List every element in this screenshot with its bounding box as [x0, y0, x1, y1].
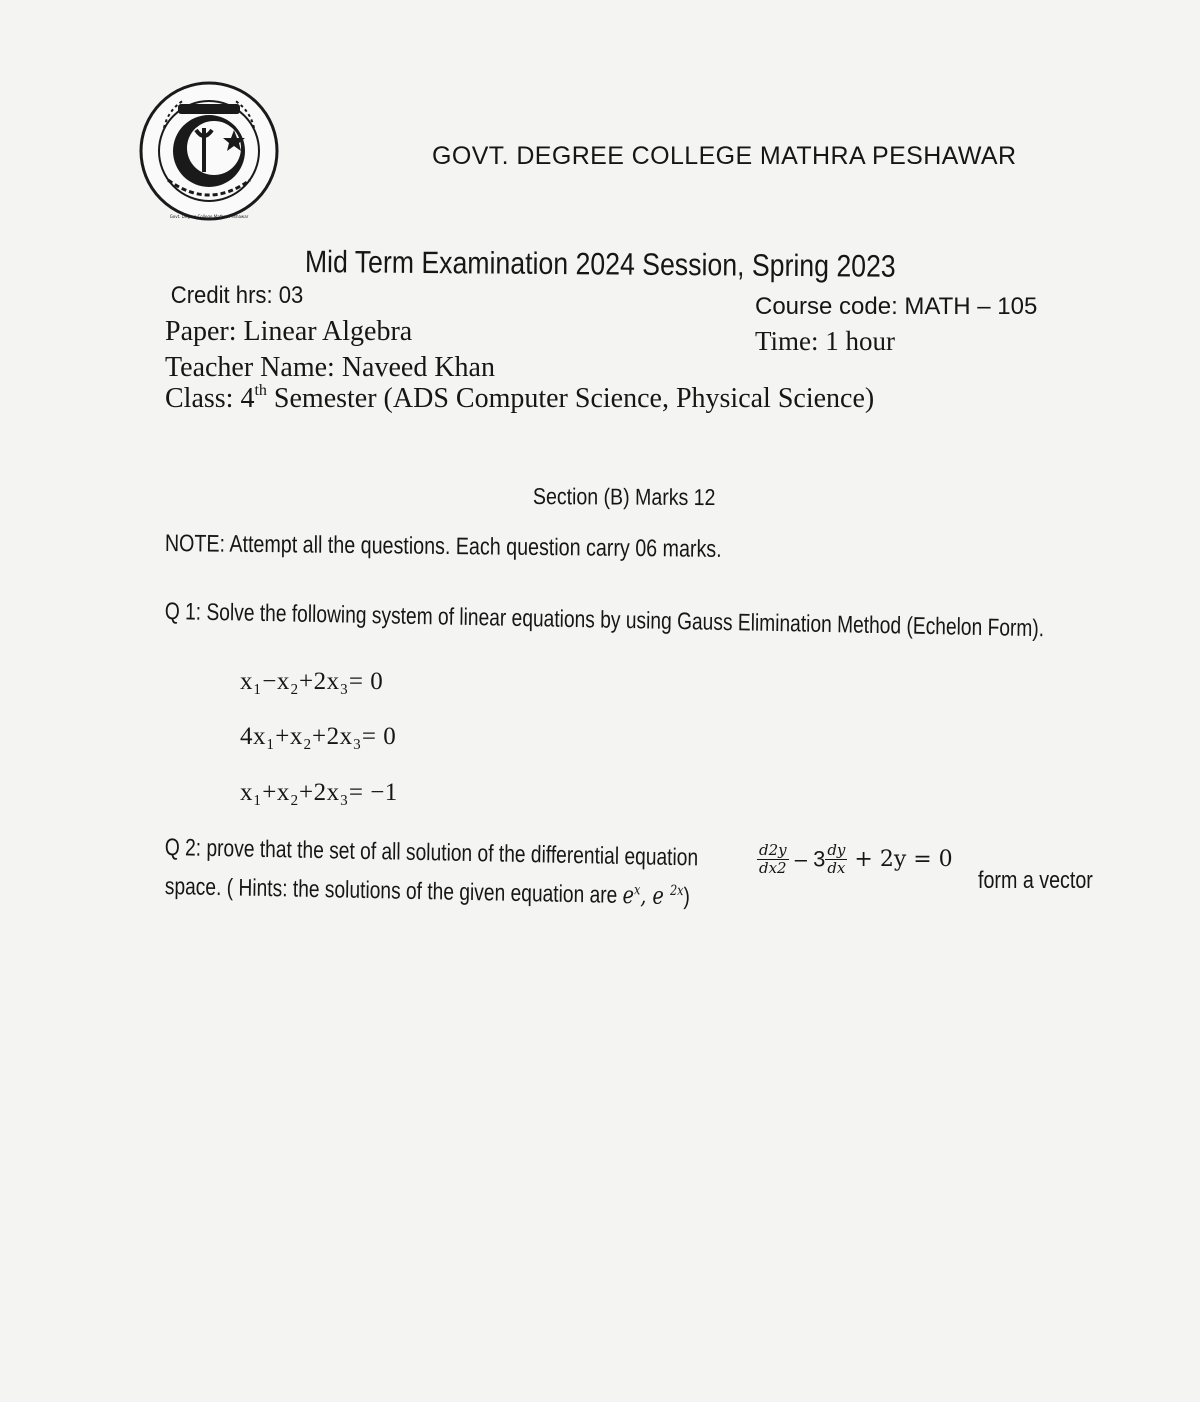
hint-exp-base: e — [622, 880, 635, 910]
first-derivative-fraction — [825, 842, 847, 877]
hint-close: ) — [683, 883, 691, 911]
fraction-denominator: dx2 — [759, 859, 787, 877]
question-1: Q 1: Solve the following system of linear equations by using Gauss Elimination Method (Echelon Form). — [164, 598, 1045, 643]
question-2-tail: form a vector — [978, 867, 1093, 894]
credit-hours: Credit hrs: 03 — [170, 282, 304, 309]
college-name: GOVT. DEGREE COLLEGE MATHRA PESHAWAR — [432, 142, 1017, 170]
equation-3: x₁+x₂+2x₃= −1 — [240, 779, 398, 806]
hint-text: space. ( Hints: the solutions of the given equation are — [164, 872, 623, 909]
exam-note: NOTE: Attempt all the questions. Each question carry 06 marks. — [164, 530, 722, 563]
second-derivative-fraction — [757, 842, 789, 877]
college-seal-icon — [138, 80, 280, 222]
equation-2: 4x₁+x₂+2x₃= 0 — [240, 723, 397, 750]
fraction-denominator: dx — [827, 859, 846, 877]
teacher-name: Teacher Name: Naveed Khan — [165, 352, 495, 383]
class-info — [165, 383, 874, 415]
coefficient-term: – 3 — [788, 846, 826, 872]
equation-rest: + 2y = 0 — [847, 847, 953, 872]
course-code: Course code: MATH – 105 — [755, 293, 1038, 320]
differential-equation — [757, 842, 953, 877]
seal-text: Govt. Degree College Mathra Peshawar — [169, 214, 249, 219]
class-suffix: Semester (ADS Computer Science, Physical Science) — [266, 383, 875, 414]
hint-exp-power-2: 2x — [669, 882, 684, 900]
fraction-numerator: dy — [827, 841, 846, 859]
hint-separator: , e — [640, 881, 671, 910]
question-2-line-1: Q 2: prove that the set of all solution of the differential equation — [164, 834, 699, 872]
exam-title: Mid Term Examination 2024 Session, Spring 2023 — [304, 244, 896, 284]
class-superscript: th — [254, 381, 267, 399]
question-2-line-2 — [165, 872, 690, 911]
hint-exp-power: x — [633, 882, 641, 899]
equation-1: x₁−x₂+2x₃= 0 — [240, 668, 384, 695]
exam-time: Time: 1 hour — [755, 326, 896, 356]
paper-name: Paper: Linear Algebra — [165, 316, 413, 347]
class-prefix: Class: 4 — [165, 383, 255, 414]
section-heading: Section (B) Marks 12 — [532, 483, 716, 511]
fraction-numerator: d2y — [759, 841, 787, 859]
